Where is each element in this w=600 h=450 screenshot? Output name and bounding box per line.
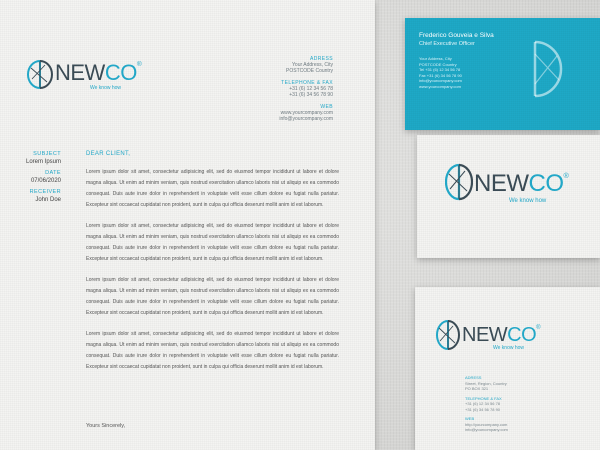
subject-value: Lorem Ipsum xyxy=(25,159,61,165)
globe-half-icon xyxy=(445,163,473,201)
letter-paragraph: Lorem ipsum dolor sit amet, consectetur adipisicing elit, sed do eiusmod tempor incididunt ut labore et dolore magna aliqua. Ut enim ad minim veniam, quis nostrud exercitation ullamco laboris nisi ut aliquip ex ea commodo consequat. Duis aute irure dolor in reprehenderit in voluptate velit esse cillum dolore eu fugiat nulla pariatur. Excepteur sint occaecat cupidatat non proident, sunt in culpa qui officia deserunt mollit anim id est laborum. xyxy=(86,169,339,208)
web-line[interactable]: www.yourcompany.com xyxy=(280,110,333,116)
card-person-title: Chief Executive Officer xyxy=(419,41,475,47)
address-label: ADRESS xyxy=(465,375,482,380)
letter-greeting: DEAR CLIENT, xyxy=(86,151,131,157)
letter-paragraph: Lorem ipsum dolor sit amet, consectetur adipisicing elit, sed do eiusmod tempor incididunt ut labore et dolore magna aliqua. Ut enim ad minim veniam, quis nostrud exercitation ullamco laboris nisi ut aliquip ex ea commodo consequat. Duis aute irure dolor in reprehenderit in voluptate velit esse cillum dolore eu fugiat nulla pariatur. Excepteur sint occaecat cupidatat non proident, sunt in culpa qui officia deserunt mollit anim id est laborum. xyxy=(86,277,339,316)
logo-wordmark: NEWCO® xyxy=(55,60,142,85)
logo-tagline: We know how xyxy=(90,85,122,91)
card-info-line: www.yourcompany.com xyxy=(419,83,461,89)
web-label: WEB xyxy=(465,416,475,421)
card-info-line: info@yourcompany.com xyxy=(419,78,462,83)
globe-half-icon xyxy=(436,319,460,351)
card-info-line: Your Address, City xyxy=(419,56,452,61)
business-card-front xyxy=(405,18,600,130)
web-label: WEB xyxy=(320,104,333,110)
logo-wordmark: NEWCO® xyxy=(474,170,569,197)
logo-tagline: We know how xyxy=(509,198,547,204)
receiver-label: RECEIVER xyxy=(29,189,61,195)
email-line[interactable]: info@yourcompany.com xyxy=(279,116,333,122)
phone-line: +31 (6) 34 56 78 90 xyxy=(465,406,501,412)
card-info-line: POSTCODE Country xyxy=(419,61,457,67)
letter-body xyxy=(86,167,339,383)
email-line[interactable]: info@yourcompany.com xyxy=(465,427,508,432)
address-line: Street, Region, Country xyxy=(465,380,507,386)
card-info-line: Tel +31 (6) 12 34 56 78 xyxy=(419,67,461,72)
letter-closing: Yours Sincerely, xyxy=(86,423,126,429)
subject-label: SUBJECT xyxy=(33,151,61,157)
phone-line: +31 (6) 12 34 56 78 xyxy=(289,86,333,92)
card-info-line: Fax +31 (6) 34 56 78 90 xyxy=(419,72,462,78)
meta-block xyxy=(26,151,61,204)
phone-line: +31 (6) 12 34 56 78 xyxy=(465,401,501,406)
web-line[interactable]: http://yourcompany.com xyxy=(465,421,508,427)
receiver-value: John Doe xyxy=(35,197,61,203)
contact-block xyxy=(279,56,333,122)
address-line: POSTCODE Country xyxy=(286,68,333,74)
phone-label: TELEPHONE & FAX xyxy=(465,395,502,401)
address-line: Your Address, City xyxy=(292,62,333,68)
letter-paragraph: Lorem ipsum dolor sit amet, consectetur adipisicing elit, sed do eiusmod tempor incididunt ut labore et dolore magna aliqua. Ut enim ad minim veniam, quis nostrud exercitation ullamco laboris nisi ut aliquip ex ea commodo consequat. Duis aute irure dolor in reprehenderit in voluptate velit esse cillum dolore eu fugiat nulla pariatur. Excepteur sint occaecat cupidatat non proident, sunt in culpa qui officia deserunt mollit anim id est laborum. xyxy=(86,223,339,262)
address-line: PO BOX 321 xyxy=(465,386,489,391)
letter-paragraph: Lorem ipsum dolor sit amet, consectetur adipisicing elit, sed do eiusmod tempor incididunt ut labore et dolore magna aliqua. Ut enim ad minim veniam, quis nostrud exercitation ullamco laboris nisi ut aliquip ex ea commodo consequat. Duis aute irure dolor in reprehenderit in voluptate velit esse cillum dolore eu fugiat nulla pariatur. Excepteur sint occaecat cupidatat non proident, sunt in culpa qui officia deserunt mollit anim id est laborum. xyxy=(86,331,339,370)
logo-wordmark: NEWCO® xyxy=(462,324,541,346)
card-contact-info xyxy=(419,56,462,89)
globe-half-icon xyxy=(531,40,565,98)
phone-label: TELEPHONE & FAX xyxy=(281,80,333,86)
card-person-name: Frederico Gouveia e Silva xyxy=(419,32,494,39)
phone-line: +31 (6) 34 56 78 90 xyxy=(289,92,333,98)
globe-half-icon xyxy=(27,59,53,90)
date-value: 07/06/2020 xyxy=(30,178,61,184)
card-back-contact xyxy=(465,375,508,433)
date-label: DATE xyxy=(45,170,61,176)
address-label: ADRESS xyxy=(310,56,333,62)
logo-tagline: We know how xyxy=(493,345,525,351)
business-card-logo-side xyxy=(417,135,600,258)
